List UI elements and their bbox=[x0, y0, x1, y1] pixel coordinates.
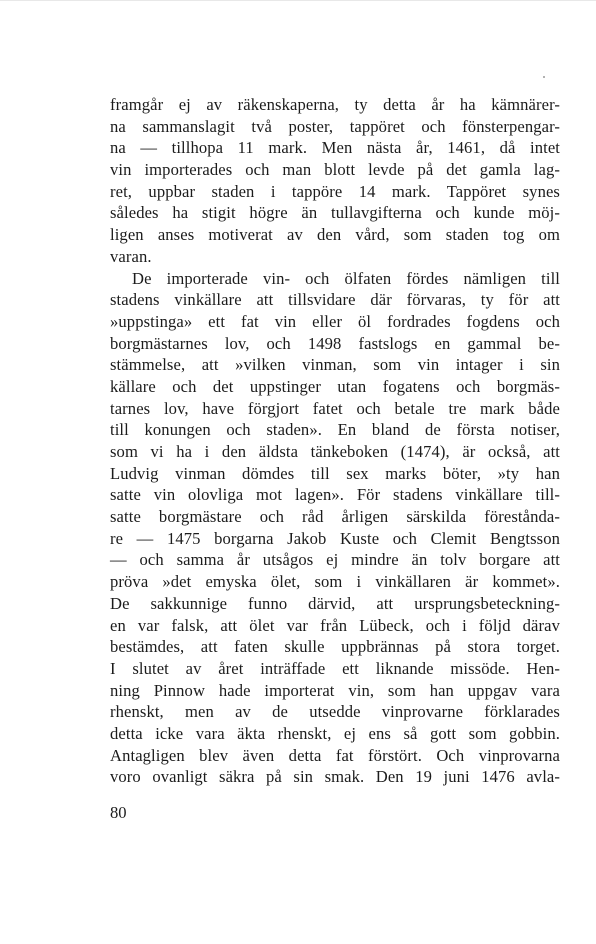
text-line: stämmelse, att »vilken vinman, som vin intager i sin bbox=[110, 355, 560, 375]
text-line: detta icke vara äkta rhenskt, ej ens så gott som gobbin. bbox=[110, 723, 560, 743]
text-line: na — tillhopa 11 mark. Men nästa år, 1461, då intet bbox=[110, 138, 560, 158]
text-line: na sammanslagit två poster, tappöret och fönsterpengar- bbox=[110, 116, 560, 136]
text-line: rhenskt, men av de utsedde vinprovarne förklarades bbox=[110, 702, 560, 722]
page-edge bbox=[0, 0, 596, 1]
text-line: De sakkunnige funno därvid, att ursprungsbeteckning- bbox=[110, 593, 560, 613]
text-line: till konungen och staden». En bland de första notiser, bbox=[110, 420, 560, 440]
text-line: ret, uppbar staden i tappöre 14 mark. Tappöret synes bbox=[110, 181, 560, 201]
text-line: tarnes lov, have förgjort fatet och betale tre mark både bbox=[110, 398, 560, 418]
paper-speck bbox=[543, 76, 545, 78]
text-line: voro ovanligt säkra på sin smak. Den 19 juni 1476 avla- bbox=[110, 767, 560, 787]
text-line: I slutet av året inträffade ett liknande missöde. Hen- bbox=[110, 658, 560, 678]
text-line: ligen anses motiverat av den vård, som staden tog om bbox=[110, 225, 560, 245]
text-line: vin importerades och man blott levde på det gamla lag- bbox=[110, 160, 560, 180]
text-line: satte vin olovliga mot lagen». För stadens vinkällare till- bbox=[110, 485, 560, 505]
text-line: som vi ha i den äldsta tänkeboken (1474), är också, att bbox=[110, 442, 560, 461]
paragraph-start-line: De importerade vin- och ölfaten fördes nämligen till bbox=[132, 268, 560, 288]
text-line: bestämdes, att faten skulle uppbrännas på stora torget. bbox=[110, 637, 560, 657]
text-line: satte borgmästare och råd årligen särskilda förestånda- bbox=[110, 507, 560, 527]
text-line: ning Pinnow hade importerat vin, som han uppgav vara bbox=[110, 680, 560, 700]
text-line: »uppstinga» ett fat vin eller öl fordrades fogdens och bbox=[110, 311, 560, 331]
text-line: stadens vinkällare att tillsvidare där förvaras, ty för att bbox=[110, 290, 560, 310]
text-line: Antagligen blev även detta fat förstört. Och vinprovarna bbox=[110, 745, 560, 765]
text-line: varan. bbox=[110, 246, 152, 266]
body-text bbox=[110, 94, 560, 788]
text-line: Ludvig vinman dömdes till sex marks böter, »ty han bbox=[110, 463, 560, 483]
text-line: en var falsk, att ölet var från Lübeck, och i följd därav bbox=[110, 615, 560, 635]
text-line: källare och det uppstinger utan fogatens och borgmäs- bbox=[110, 376, 560, 396]
text-line: pröva »det emyska ölet, som i vinkällaren är kommet». bbox=[110, 572, 560, 592]
text-line: re — 1475 borgarna Jakob Kuste och Clemit Bengtsson bbox=[110, 528, 560, 548]
text-line: borgmästarnes lov, och 1498 fastslogs en gammal be- bbox=[110, 333, 560, 353]
text-line: framgår ej av räkenskaperna, ty detta år ha kämnärer- bbox=[110, 95, 560, 114]
page-number: 80 bbox=[110, 803, 127, 822]
text-line: — och samma år utsågos ej mindre än tolv borgare att bbox=[110, 550, 560, 570]
text-line: således ha stigit högre än tullavgifterna och kunde möj- bbox=[110, 203, 560, 223]
